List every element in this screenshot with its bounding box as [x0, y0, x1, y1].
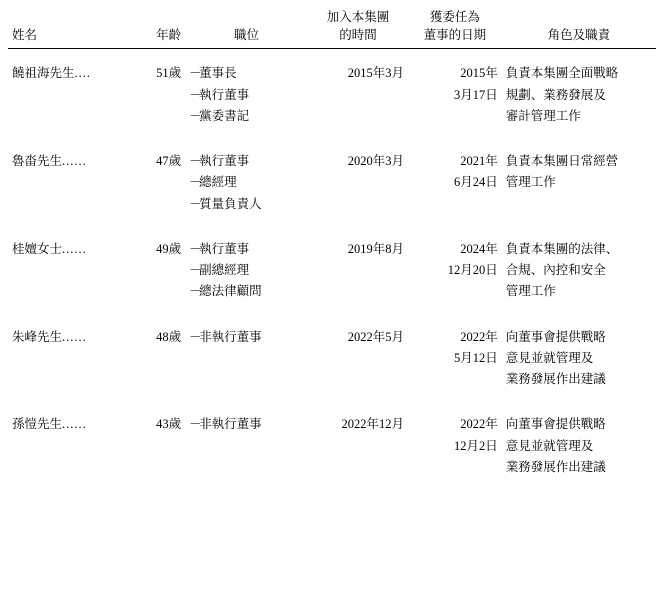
- position-item: [189, 327, 304, 348]
- dash-marker: －: [189, 417, 202, 432]
- header-position: 職位: [185, 8, 308, 49]
- role-line: 審計管理工作: [505, 108, 581, 123]
- dash-marker: －: [189, 108, 202, 123]
- cell-name: [8, 313, 125, 401]
- header-join-date-line2: 的時間: [339, 28, 377, 43]
- cell-position: [185, 400, 308, 488]
- role-line: 負責本集團全面戰略: [505, 66, 619, 81]
- role-line: 意見並就管理及: [505, 350, 594, 365]
- role-line: 向董事會提供戰略: [505, 417, 606, 432]
- role-line: 負責本集團日常經營: [505, 154, 619, 168]
- appointment-date-line2: 5月12日: [454, 350, 498, 365]
- dash-marker: －: [189, 196, 202, 211]
- header-appointment-date-line2: 董事的日期: [423, 28, 487, 43]
- appointment-date-line1: 2022年: [460, 417, 498, 432]
- directors-table: [8, 8, 656, 488]
- position-item: [189, 151, 304, 172]
- header-appointment-date-line1: 獲委任為: [429, 10, 480, 24]
- position-label: 黨委書記: [199, 108, 250, 123]
- role-line: 業務發展作出建議: [505, 372, 606, 386]
- header-appointment-date: [408, 8, 502, 49]
- position-item: [189, 194, 304, 215]
- header-age: 年齡: [125, 8, 185, 49]
- cell-role: [502, 137, 656, 225]
- name-leader-dots: ......: [62, 329, 87, 344]
- director-name: 桂嬗女士: [12, 241, 63, 256]
- position-item: [189, 85, 304, 106]
- dash-marker: －: [189, 284, 202, 299]
- appointment-date-line2: 12月2日: [454, 438, 498, 453]
- position-item: [189, 260, 304, 281]
- cell-name: [8, 49, 125, 137]
- document-page: [0, 8, 666, 606]
- dash-marker: －: [189, 241, 202, 256]
- position-label: 總法律顧問: [199, 284, 262, 299]
- name-leader-dots: ......: [62, 154, 87, 168]
- director-name: 魯畓先生: [12, 154, 63, 168]
- director-name: 孫愷先生: [12, 417, 63, 432]
- table-row: [8, 49, 656, 137]
- table-row: [8, 313, 656, 401]
- role-line: 意見並就管理及: [505, 438, 594, 453]
- position-label: 執行董事: [199, 154, 250, 168]
- cell-join-date: 2020年3月: [347, 154, 405, 168]
- cell-position: [185, 313, 308, 401]
- cell-position: [185, 137, 308, 225]
- position-item: [189, 239, 304, 260]
- name-leader-dots: ......: [62, 417, 87, 432]
- cell-name: [8, 137, 125, 225]
- appointment-date-line1: 2015年: [460, 66, 498, 81]
- cell-appointment-date: [408, 400, 502, 488]
- cell-name: [8, 400, 125, 488]
- cell-role: [502, 225, 656, 313]
- role-line: 管理工作: [505, 284, 556, 299]
- table-row: [8, 137, 656, 225]
- position-item: [189, 106, 304, 127]
- role-line: 業務發展作出建議: [505, 459, 606, 474]
- appointment-date-line1: 2022年: [460, 329, 498, 344]
- cell-join-date: 2022年12月: [341, 417, 405, 432]
- cell-role: [502, 49, 656, 137]
- table-header-row: [8, 8, 656, 49]
- cell-role: [502, 400, 656, 488]
- position-item: [189, 414, 304, 435]
- cell-appointment-date: [408, 313, 502, 401]
- name-leader-dots: ......: [62, 241, 87, 256]
- position-item: [189, 63, 304, 84]
- cell-role: [502, 313, 656, 401]
- position-label: 質量負責人: [199, 196, 262, 211]
- header-join-date-line1: 加入本集團: [326, 10, 390, 24]
- cell-age: 51歲: [156, 66, 182, 81]
- header-role: 角色及職責: [502, 8, 656, 49]
- cell-position: [185, 49, 308, 137]
- cell-appointment-date: [408, 225, 502, 313]
- dash-marker: －: [189, 175, 202, 190]
- position-label: 非執行董事: [199, 329, 262, 344]
- role-line: 負責本集團的法律、: [505, 241, 619, 256]
- cell-name: [8, 225, 125, 313]
- cell-age: 48歲: [156, 329, 182, 344]
- cell-age: 43歲: [156, 417, 182, 432]
- position-label: 總經理: [199, 175, 237, 190]
- table-body: [8, 49, 656, 488]
- cell-appointment-date: [408, 137, 502, 225]
- dash-marker: －: [189, 263, 202, 277]
- director-name: 朱峰先生: [12, 329, 63, 344]
- cell-join-date: 2015年3月: [347, 66, 405, 81]
- role-line: 管理工作: [505, 175, 556, 190]
- header-join-date: [308, 8, 408, 49]
- dash-marker: －: [189, 87, 202, 102]
- position-item: [189, 281, 304, 302]
- table-row: [8, 400, 656, 488]
- cell-appointment-date: [408, 49, 502, 137]
- appointment-date-line1: 2021年: [460, 154, 498, 168]
- cell-join-date: 2022年5月: [347, 329, 405, 344]
- position-label: 執行董事: [199, 241, 250, 256]
- dash-marker: －: [189, 66, 202, 81]
- position-label: 非執行董事: [199, 417, 262, 432]
- table-header: [8, 8, 656, 49]
- appointment-date-line2: 12月20日: [447, 263, 498, 277]
- appointment-date-line2: 3月17日: [454, 87, 498, 102]
- position-label: 執行董事: [199, 87, 250, 102]
- position-label: 副總經理: [199, 263, 250, 277]
- director-name: 饒祖海先生: [12, 66, 75, 81]
- header-name: 姓名: [8, 8, 125, 49]
- cell-age: 47歲: [156, 154, 182, 168]
- name-leader-dots: ....: [74, 66, 92, 81]
- position-item: [189, 172, 304, 193]
- table-row: [8, 225, 656, 313]
- cell-join-date: 2019年8月: [347, 241, 405, 256]
- appointment-date-line1: 2024年: [460, 241, 498, 256]
- appointment-date-line2: 6月24日: [454, 175, 498, 190]
- role-line: 合規、內控和安全: [505, 263, 606, 277]
- dash-marker: －: [189, 329, 202, 344]
- cell-age: 49歲: [156, 241, 182, 256]
- role-line: 規劃、業務發展及: [505, 87, 606, 102]
- role-line: 向董事會提供戰略: [505, 329, 606, 344]
- dash-marker: －: [189, 154, 202, 168]
- position-label: 董事長: [199, 66, 237, 81]
- cell-position: [185, 225, 308, 313]
